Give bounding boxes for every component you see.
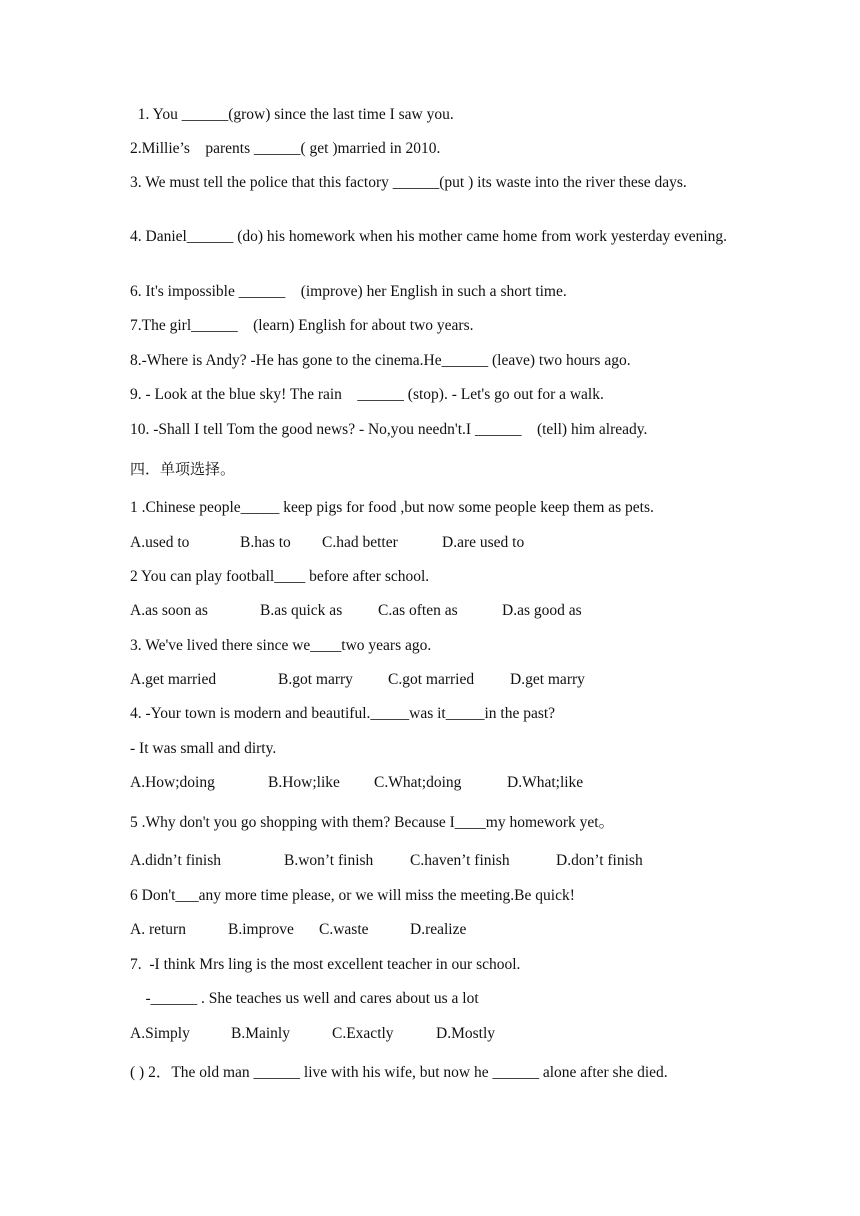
mc-q4-option-b: B.How;like xyxy=(268,774,340,791)
mc-q7-option-a: A.Simply xyxy=(130,1025,190,1042)
mc-q7-option-d: D.Mostly xyxy=(436,1025,495,1042)
fill-in-item-7: 7.The girl______ (learn) English for about two years. xyxy=(130,317,474,334)
mc-question-4: 4. -Your town is modern and beautiful._____was it_____in the past? xyxy=(130,705,556,722)
mc-q5-option-b: B.won’t finish xyxy=(284,852,374,869)
mc-q3-option-a: A.get married xyxy=(130,671,217,688)
mc-q2-option-d: D.as good as xyxy=(502,602,582,619)
mc-question-1: 1 .Chinese people_____ keep pigs for food ,but now some people keep them as pets. xyxy=(130,499,654,516)
fill-in-item-3: 3. We must tell the police that this factory ______(put ) its waste into the river these days. xyxy=(130,174,687,191)
mc-q6-option-a: A. return xyxy=(130,921,186,938)
mc-q3-option-b: B.got marry xyxy=(278,671,353,688)
section-title: 四．单项选择。 xyxy=(130,460,236,478)
mc-q1-option-c: C.had better xyxy=(322,534,398,551)
mc-q2-option-b: B.as quick as xyxy=(260,602,343,619)
mc-q1-option-d: D.are used to xyxy=(442,534,525,551)
mc-q3-option-c: C.got married xyxy=(388,671,475,688)
fill-in-item-2: 2.Millie’s parents ______( get )married in 2010. xyxy=(130,140,441,157)
mc-q4-option-a: A.How;doing xyxy=(130,774,215,791)
mc-question-3: 3. We've lived there since we____two years ago. xyxy=(130,637,432,654)
mc-q6-option-d: D.realize xyxy=(410,921,467,938)
mc-q4-option-c: C.What;doing xyxy=(374,774,462,791)
mc-question-4-reply: - It was small and dirty. xyxy=(130,740,277,757)
fill-in-item-8: 8.-Where is Andy? -He has gone to the cinema.He______ (leave) two hours ago. xyxy=(130,352,631,369)
fill-in-item-6: 6. It's impossible ______ (improve) her English in such a short time. xyxy=(130,283,567,300)
mc-q2-option-c: C.as often as xyxy=(378,602,458,619)
mc-question-2: 2 You can play football____ before after school. xyxy=(130,568,430,585)
fill-in-item-1: 1. You ______(grow) since the last time I saw you. xyxy=(130,106,454,123)
fill-in-item-9: 9. - Look at the blue sky! The rain ______ (stop). - Let's go out for a walk. xyxy=(130,386,604,403)
mc-q2-option-a: A.as soon as xyxy=(130,602,208,619)
mc-q1-option-a: A.used to xyxy=(130,534,190,551)
mc-q7-option-b: B.Mainly xyxy=(231,1025,290,1042)
mc-q4-option-d: D.What;like xyxy=(507,774,584,791)
mc-question-7-reply: -______ . She teaches us well and cares about us a lot xyxy=(130,990,479,1007)
fill-in-item-4: 4. Daniel______ (do) his homework when his mother came home from work yesterday evening. xyxy=(130,228,728,245)
mc-question-5: 5 .Why don't you go shopping with them? Because I____my homework yet。 xyxy=(130,814,615,831)
mc-question-7: 7. -I think Mrs ling is the most excellent teacher in our school. xyxy=(130,956,521,973)
mc-q6-option-b: B.improve xyxy=(228,921,294,938)
mc-q3-option-d: D.get marry xyxy=(510,671,585,688)
fill-in-item-10: 10. -Shall I tell Tom the good news? - No,you needn't.I ______ (tell) him already. xyxy=(130,421,648,438)
mc-question-6: 6 Don't___any more time please, or we will miss the meeting.Be quick! xyxy=(130,887,575,904)
mc-q5-option-c: C.haven’t finish xyxy=(410,852,510,869)
mc-question-8: ( ) 2．The old man ______ live with his wife, but now he ______ alone after she died. xyxy=(130,1064,668,1081)
mc-q6-option-c: C.waste xyxy=(319,921,369,938)
mc-q5-option-d: D.don’t finish xyxy=(556,852,643,869)
mc-q5-option-a: A.didn’t finish xyxy=(130,852,221,869)
mc-q7-option-c: C.Exactly xyxy=(332,1025,394,1042)
mc-q1-option-b: B.has to xyxy=(240,534,291,551)
